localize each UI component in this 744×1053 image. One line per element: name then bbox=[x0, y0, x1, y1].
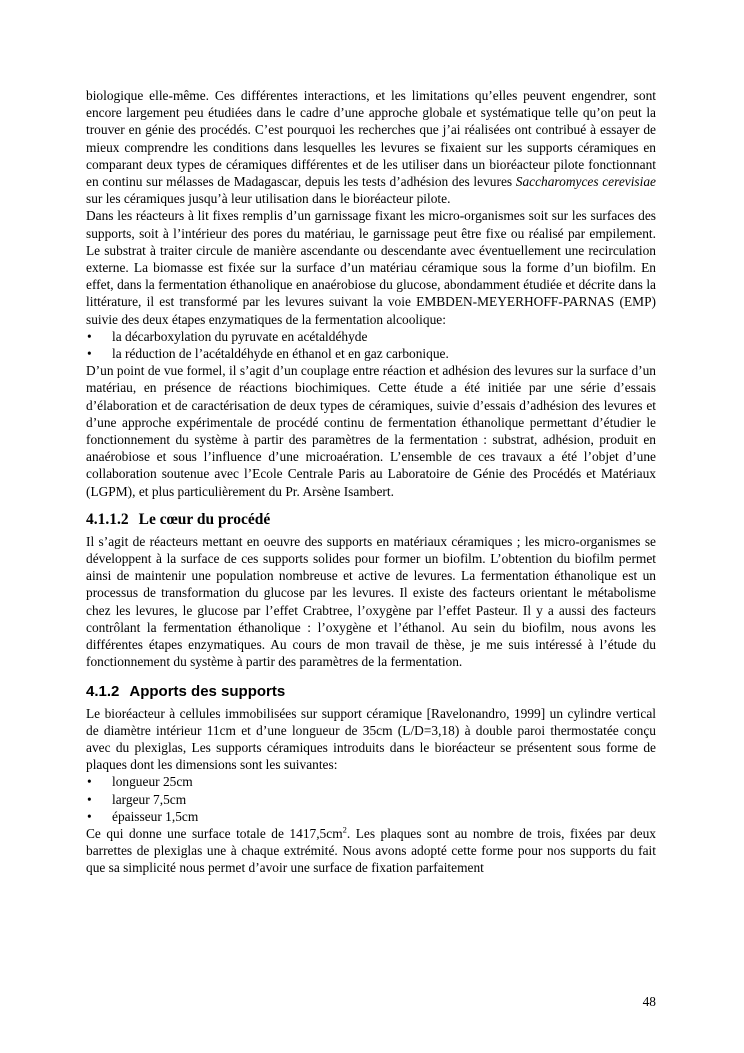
list-item bbox=[86, 328, 656, 345]
paragraph-surface-end: . Les plaques sont au nombre de trois, fixées par deux barrettes de plexiglas une à chaque extrémité. Nous avons adopté cette forme pour nos supports du fait que sa simplicité nous permet d’avoir une surface de fixation parfaitement bbox=[86, 825, 657, 876]
section-heading-coeur-procede bbox=[86, 510, 656, 529]
list-item-text: la décarboxylation du pyruvate en acétaldéhyde bbox=[112, 328, 368, 344]
section-number: 4.1.1.2 bbox=[86, 510, 129, 528]
paragraph-intro-end: sur les céramiques jusqu’à leur utilisation dans le bioréacteur pilote. bbox=[86, 191, 451, 207]
list-item bbox=[86, 791, 656, 808]
bullet-icon: • bbox=[87, 808, 92, 824]
paragraph-surface-total bbox=[86, 825, 656, 877]
page-body bbox=[86, 87, 656, 877]
section-title: Apports des supports bbox=[129, 682, 286, 700]
species-name: Saccharomyces cerevisiae bbox=[515, 174, 656, 190]
list-item-text: largeur 7,5cm bbox=[112, 791, 187, 807]
paragraph-surface-text: Ce qui donne une surface totale de 1417,5cm bbox=[86, 825, 343, 841]
paragraph-intro-text: biologique elle-même. Ces différentes interactions, et les limitations qu’elles peuvent engendrer, sont encore largement peu étudiées dans le cadre d’une approche globale et systématique telle qu’on peut la trouver en génie des procédés. C’est pourquoi les recherches que j’ai réalisées ont contribué à essayer de mieux comprendre les conditions dans lesquelles les levures se fixaient sur les supports céramiques en comparant deux types de céramiques différentes et de les utiliser dans un bioréacteur pilote fonctionnant en continu sur mélasses de Madagascar, depuis les tests d’adhésion des levures bbox=[86, 88, 656, 190]
list-item bbox=[86, 773, 656, 790]
page-number: 48 bbox=[642, 994, 656, 1009]
bullet-list-dimensions bbox=[86, 773, 656, 825]
bullet-icon: • bbox=[87, 346, 92, 362]
list-item-text: épaisseur 1,5cm bbox=[112, 808, 199, 824]
superscript-exponent: 2 bbox=[342, 824, 347, 835]
paragraph-fixed-bed-reactors: Dans les réacteurs à lit fixes remplis d’un garnissage fixant les micro-organismes soit sur les surfaces des supports, soit à l’intérieur des pores du matériau, le garnissage peut être fixe ou réalisé par empilement. Le substrat à traiter circule de manière ascendante ou descendante avec éventuellement une recirculation externe. La biomasse est fixée sur la surface d’un matériau céramique sous la forme d’un biofilm. En effet, dans la fermentation éthanolique en anaérobiose du glucose, abondamment étudiée et décrite dans la littérature, il est transformé par les levures suivant la voie EMBDEN-MEYERHOFF-PARNAS (EMP) suivie des deux étapes enzymatiques de la fermentation alcoolique: bbox=[86, 208, 656, 327]
paragraph-bioreactor: Le bioréacteur à cellules immobilisées sur support céramique [Ravelonandro, 1999] un cylindre vertical de diamètre intérieur 11cm et d’une longueur de 35cm (L/D=3,18) à double paroi thermostatée conçu avec du plexiglas, Les supports céramiques introduits dans le bioréacteur se présentent sous forme de plaques dont les dimensions sont les suivantes: bbox=[86, 705, 656, 773]
list-item-text: la réduction de l’acétaldéhyde en éthanol et en gaz carbonique. bbox=[112, 346, 449, 362]
section-title: Le cœur du procédé bbox=[138, 510, 271, 528]
bullet-icon: • bbox=[87, 328, 92, 344]
paragraph-formal-view: D’un point de vue formel, il s’agit d’un couplage entre réaction et adhésion des levures sur la surface d’un matériau, en présence de réactions biochimiques. Cette étude a été initiée par une série d’essais d’élaboration et de caractérisation de deux types de céramiques, suivie d’essais d’adhésion des levures et d’une approche expérimentale de procédé continu de fermentation éthanolique permettant d’étudier le fonctionnement du système à partir des paramètres de la fermentation : substrat, adhésion, produit en anaérobiose et sous l’influence d’une microaération. L’ensemble de ces travaux a été l’objet d’une collaboration soutenue avec l’Ecole Centrale Paris au Laboratoire de Génie des Procédés et Matériaux (LGPM), et plus particulièrement du Pr. Arsène Isambert. bbox=[86, 363, 656, 499]
list-item bbox=[86, 808, 656, 825]
paragraph-intro bbox=[86, 87, 656, 207]
paragraph-reactor-description: Il s’agit de réacteurs mettant en oeuvre des supports en matériaux céramiques ; les micro-organismes se développent à la surface de ces supports solides pour former un biofilm. L’obtention du biofilm permet ainsi de maintenir une population nombreuse et active de levures. La fermentation éthanolique est un processus de transformation du glucose par les levures. Il existe des facteurs orientant le métabolisme chez les levures, le glucose par l’effet Crabtree, l’oxygène par l’effet Pasteur. Il y a aussi des facteurs contrôlant la fermentation éthanolique : l’oxygène et l’éthanol. Au sein du biofilm, nous avons les différentes étapes enzymatiques. Au cours de mon travail de thèse, je me suis intéressé à l’étude du fonctionnement du système à partir des paramètres de la fermentation. bbox=[86, 533, 656, 670]
bullet-list-fermentation-steps bbox=[86, 328, 656, 362]
list-item bbox=[86, 345, 656, 362]
bullet-icon: • bbox=[87, 791, 92, 807]
list-item-text: longueur 25cm bbox=[112, 774, 193, 790]
bullet-icon: • bbox=[87, 774, 92, 790]
section-number: 4.1.2 bbox=[86, 682, 120, 700]
section-heading-apports-supports bbox=[86, 682, 656, 701]
